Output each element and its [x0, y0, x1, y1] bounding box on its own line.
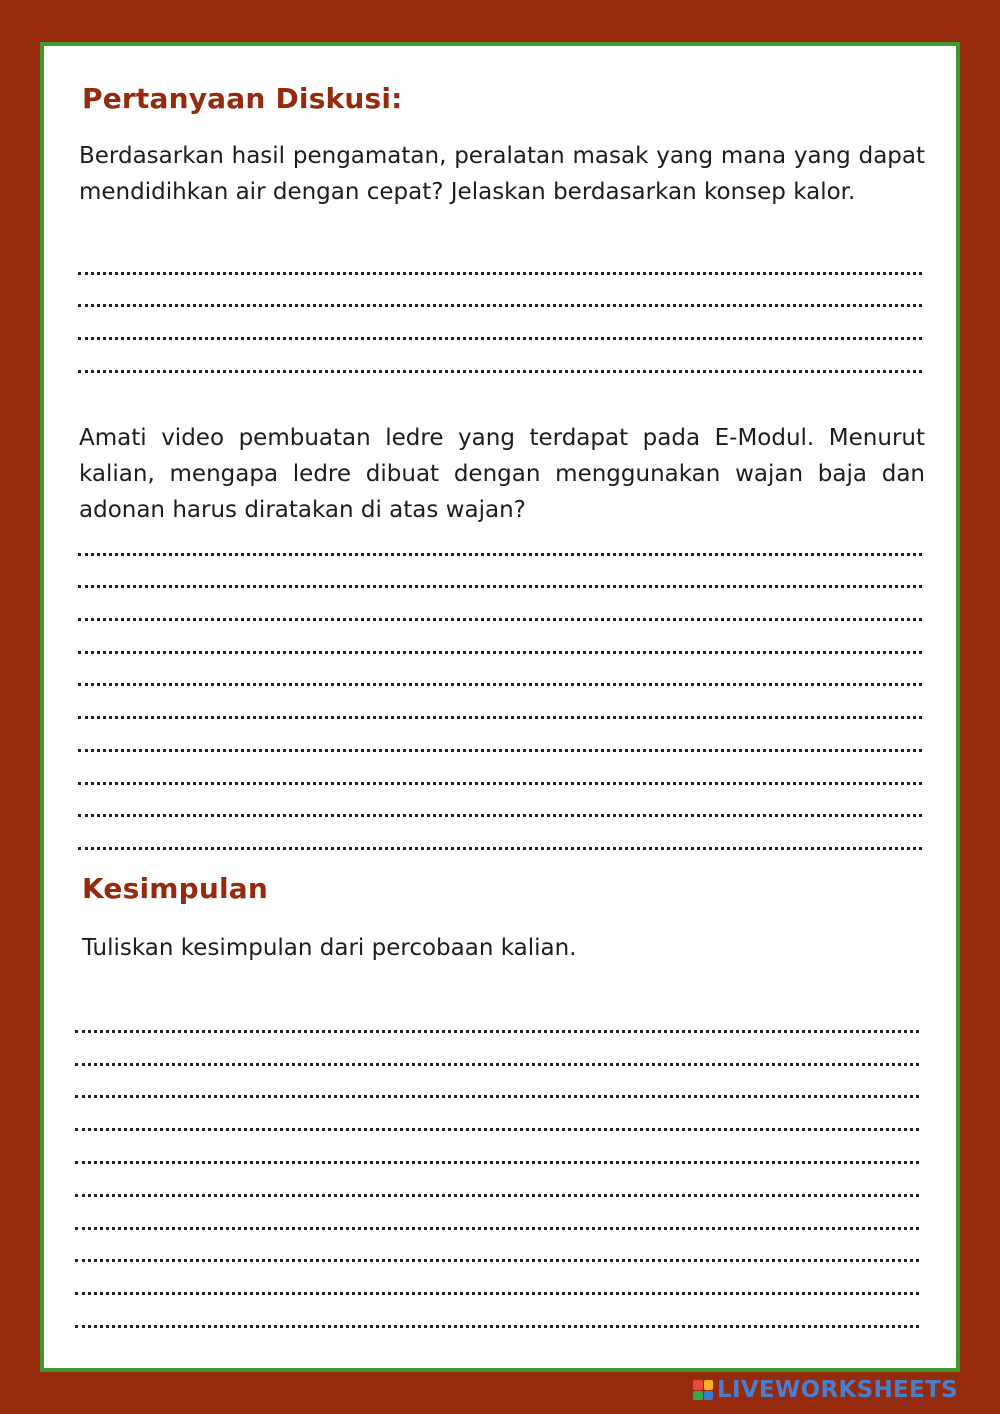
answer-line[interactable]: [78, 523, 922, 556]
answer-line[interactable]: [78, 621, 922, 654]
worksheet-page: [40, 42, 960, 1372]
answer-line[interactable]: [75, 1197, 919, 1230]
answer-line[interactable]: [78, 242, 922, 275]
answer-line[interactable]: [78, 719, 922, 752]
answer-line[interactable]: [78, 654, 922, 687]
liveworksheets-mark-icon: [693, 1380, 713, 1400]
answer-line[interactable]: [75, 1131, 919, 1164]
answer-line[interactable]: [75, 1262, 919, 1295]
conclusion-heading: Kesimpulan: [82, 872, 269, 905]
answer-line[interactable]: [78, 785, 922, 818]
answer-line[interactable]: [78, 275, 922, 308]
question-1-answer-lines[interactable]: [78, 242, 922, 373]
discussion-heading: Pertanyaan Diskusi:: [82, 82, 403, 115]
answer-line[interactable]: [78, 752, 922, 785]
question-2-answer-lines[interactable]: [78, 523, 922, 850]
logo-square: [693, 1380, 703, 1390]
answer-line[interactable]: [75, 1295, 919, 1328]
question-2-text: Amati video pembuatan ledre yang terdapat pada E-Modul. Menurut kalian, mengapa ledre dibuat dengan menggunakan wajan baja dan adonan harus diratakan di atas wajan?: [79, 425, 925, 523]
answer-line[interactable]: [78, 340, 922, 373]
conclusion-answer-lines[interactable]: [75, 1000, 919, 1328]
liveworksheets-logo: [693, 1377, 958, 1403]
answer-line[interactable]: [78, 686, 922, 719]
logo-square: [704, 1380, 714, 1390]
answer-line[interactable]: [78, 556, 922, 589]
answer-line[interactable]: [78, 307, 922, 340]
logo-square: [693, 1391, 703, 1401]
answer-line[interactable]: [75, 1230, 919, 1263]
answer-line[interactable]: [75, 1033, 919, 1066]
question-1-text: Berdasarkan hasil pengamatan, peralatan masak yang mana yang dapat mendidihkan air dengan cepat? Jelaskan berdasarkan konsep kalor.: [79, 143, 925, 205]
answer-line[interactable]: [75, 1098, 919, 1131]
conclusion-prompt: Tuliskan kesimpulan dari percobaan kalian.: [82, 935, 577, 961]
answer-line[interactable]: [78, 588, 922, 621]
liveworksheets-wordmark: LIVEWORKSHEETS: [717, 1377, 958, 1403]
logo-square: [704, 1391, 714, 1401]
answer-line[interactable]: [75, 1066, 919, 1099]
answer-line[interactable]: [75, 1000, 919, 1033]
answer-line[interactable]: [78, 817, 922, 850]
answer-line[interactable]: [75, 1164, 919, 1197]
